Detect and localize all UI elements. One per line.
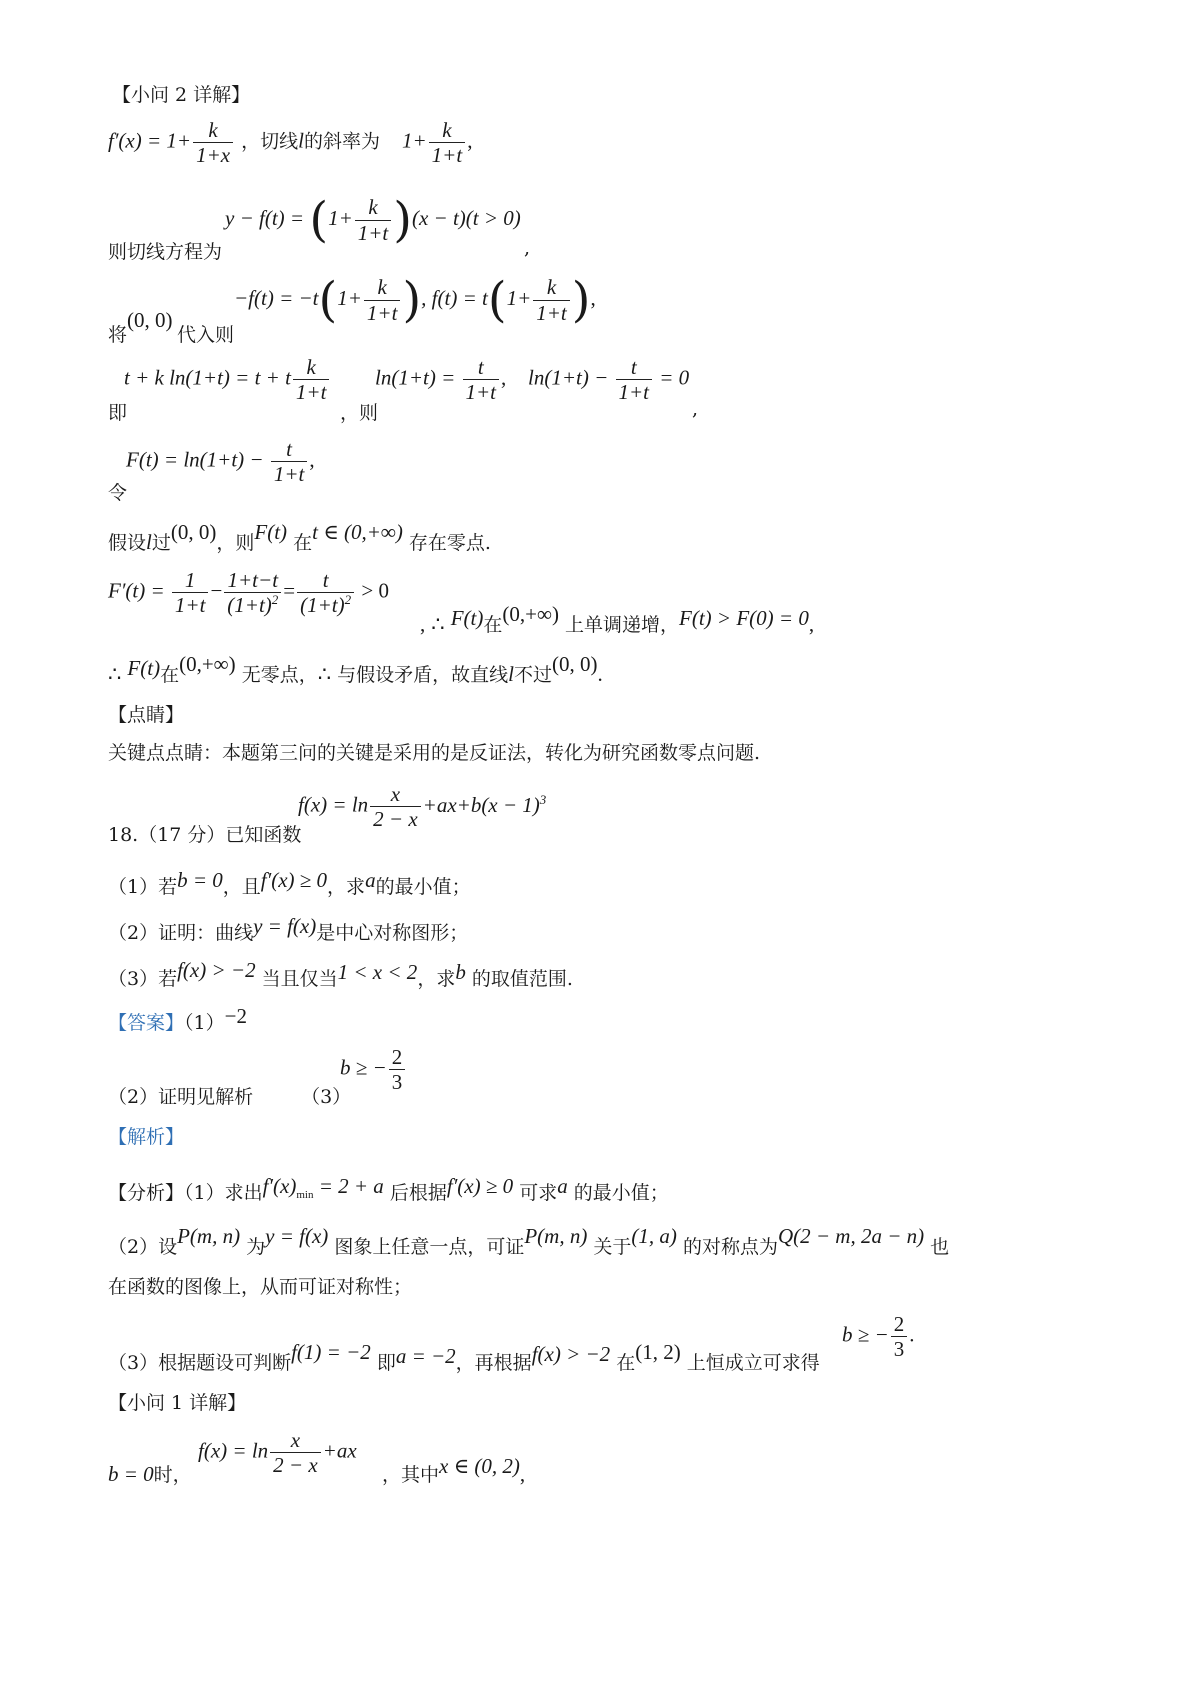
analysis-2: （2）设P(m, n) 为y = f(x) 图象上任意一点，可证P(m, n) 关于(1, a) 的对称点为Q(2 − m, 2a − n) 也 (108, 1224, 950, 1258)
substitute-label-2: 代入则 (177, 324, 235, 346)
analysis-3-result: b ≥ − $\frac{2}{3}$ . (842, 1312, 915, 1362)
q18-part3: （3）若f(x) > −2 当且仅当1 < x < 2，求b 的取值范围. (108, 958, 573, 990)
part1-line: b = 0时， (108, 1462, 192, 1486)
substitute-label: 将 (108, 324, 128, 346)
analysis-1: 【分析】（1）求出$f'(x)_{min} = 2 + a$ 后根据f′(x) ≥ 0 可求a 的最小值； (108, 1174, 669, 1204)
analysis-2-cont: 在函数的图像上，从而可证对称性； (108, 1276, 413, 1298)
conclusion-line: ∴ F(t)在(0,+∞) 无零点，∴ 与假设矛盾，故直线l不过(0, 0). (108, 652, 603, 686)
comma-2: , (692, 398, 699, 420)
q18-function: f(x) = ln $\frac{x}{2 - x}$ $+ax+b(x - 1)^3$ (298, 782, 547, 832)
then-label: ，则 (340, 402, 379, 424)
analysis-3: （3）根据题设可判断f(1) = −2 即a = −2，再根据f(x) > −2 在(1, 2) 上恒成立可求得 (108, 1340, 820, 1374)
part1-heading: 【小问 1 详解】 (108, 1392, 247, 1414)
q18-part2: （2）证明：曲线y = f(x)是中心对称图形； (108, 914, 469, 944)
part2-heading: 【小问 2 详解】 (112, 84, 251, 106)
origin-point: (0, 0) (127, 308, 173, 332)
comment-heading: 【点睛】 (108, 704, 185, 726)
tangent-line-label: 则切线方程为 (108, 241, 223, 263)
namely-equation: t + k ln(1+t) = t + t $\frac{k}{1+t}$ (124, 355, 331, 404)
slope-formula: 1+ $\frac{k}{1+t}$ , (402, 118, 473, 168)
question-18: 18.（17 分）已知函数 (108, 824, 302, 846)
part1-domain: ，其中x ∈ (0, 2), (382, 1454, 526, 1486)
derivative-line: f′(x) = 1+ $\frac{k}{1+x}$ ，切线l的斜率为 (108, 118, 380, 168)
answer-3-value: b ≥ − $\frac{2}{3}$ (340, 1045, 407, 1094)
namely-label: 即 (108, 402, 128, 424)
q18-part1: （1）若b = 0，且f′(x) ≥ 0，求a的最小值； (108, 868, 471, 898)
comment-text: 关键点点睛：本题第三问的关键是采用的是反证法，转化为研究函数零点问题. (108, 742, 761, 764)
assumption-line: 假设l过(0, 0)，则F(t) 在t ∈ (0,+∞) 存在零点. (108, 520, 491, 554)
substitute-equation: −f(t) = −t(1+ $\frac{k}{1+t}$ ), f(t) = t(1+ $\frac{k}{1+t}$ ), (234, 272, 596, 328)
monotonic-line: , ∴ F(t)在(0,+∞) 上单调递增，F(t) > F(0) = 0, (420, 602, 815, 636)
F-derivative: F′(t) = $\frac{1}{1+t}$ − $\frac{1+t-t}{(1+t)^2}$ = $\frac{t}{(1+t)^2}$ > 0 (108, 568, 389, 618)
let-label: 令 (108, 482, 128, 504)
answer-line-1: 【答案】（1）−2 (108, 1004, 247, 1034)
F-definition: F(t) = ln(1+t) − $\frac{t}{1+t}$ , (126, 437, 315, 487)
analysis-heading: 【解析】 (108, 1126, 185, 1148)
answer-line-2: （2）证明见解析 （3） (108, 1086, 352, 1108)
part1-function: f(x) = ln $\frac{x}{2 - x}$ +ax (198, 1428, 357, 1478)
log-equation: ln(1+t) = $\frac{t}{1+t}$ , (375, 355, 507, 405)
log-equation-2: ln(1+t) − $\frac{t}{1+t}$ = 0 (528, 355, 690, 405)
tangent-equation: y − f(t) = (1+ $\frac{k}{1+t}$ )(x − t)(t > 0) (225, 192, 521, 248)
comma: , (524, 237, 531, 259)
